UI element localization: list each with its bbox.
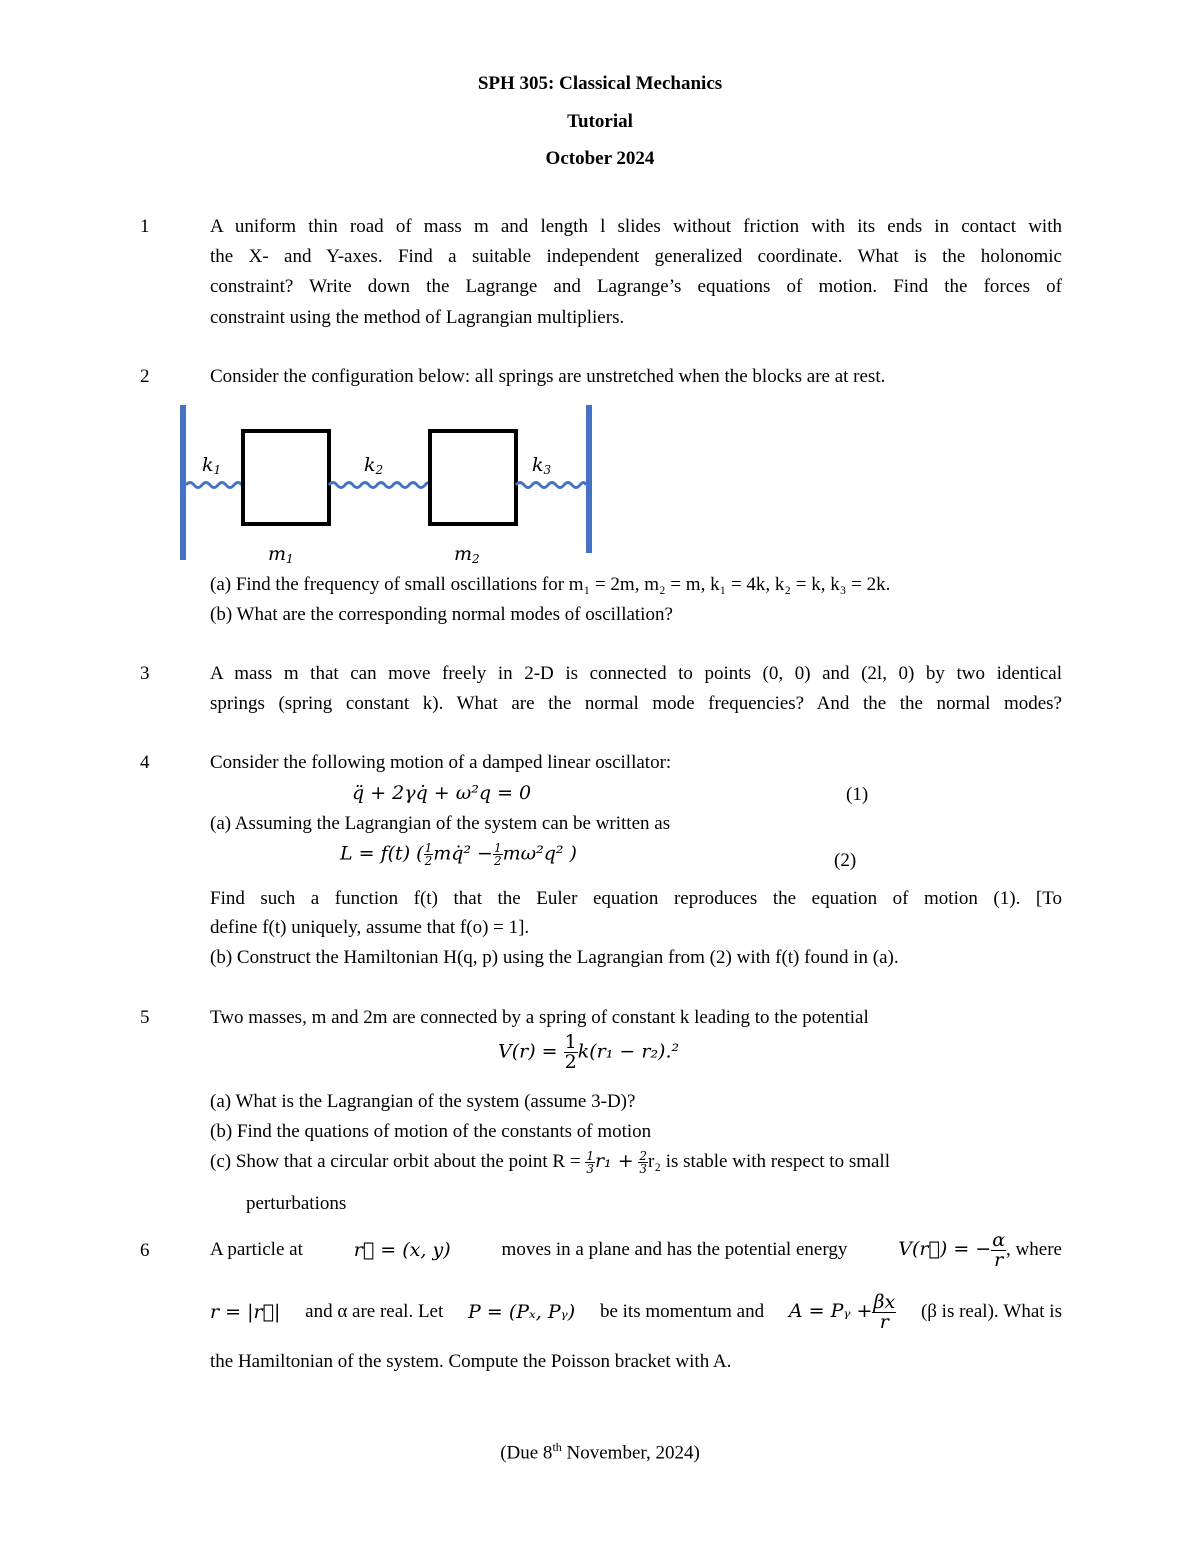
q4-line: Find such a function f(t) that the Euler equation reproduces the equation of motion (1). [To xyxy=(210,888,1062,909)
question-number: 5 xyxy=(140,1007,150,1028)
q6-line-2: r = |r⃗| and α are real. Let P = (Pₓ, Pᵧ) be its momentum and A = Pᵧ + $\frac{\beta x}{r}$ (β is real). What is xyxy=(210,1290,1062,1333)
q5-part-c-continued: perturbations xyxy=(246,1193,347,1214)
q4-equation-1: q̈ + 2γq̇ + ω²q = 0 xyxy=(352,782,532,804)
q4-part-a: (a) Assuming the Lagrangian of the system can be written as xyxy=(210,813,671,834)
label-m1: m1 xyxy=(268,543,294,566)
q3-line: A mass m that can move freely in 2-D is connected to points (0, 0) and (2l, 0) by two identical xyxy=(210,663,1062,684)
q1-line: the X- and Y-axes. Find a suitable independent generalized coordinate. What is the holonomic xyxy=(210,246,1062,267)
q2-part-b: (b) What are the corresponding normal modes of oscillation? xyxy=(210,604,673,625)
question-number: 3 xyxy=(140,663,150,684)
right-wall xyxy=(586,405,592,553)
block-m2 xyxy=(430,431,516,524)
q5-part-a: (a) What is the Lagrangian of the system (assume 3-D)? xyxy=(210,1091,636,1112)
q5-part-c: (c) Show that a circular orbit about the point R = $\frac{1}{3}$ r₁ + $\frac{2}{3}$ r₂ is stable with respect to small xyxy=(210,1149,890,1177)
q5-potential-equation: V(r) = $\frac{1}{2}$ k(r₁ − r₂).² xyxy=(498,1031,680,1073)
spring-k3 xyxy=(516,483,586,488)
question-number: 2 xyxy=(140,366,150,387)
doc-date: October 2024 xyxy=(545,148,655,169)
due-date: (Due 8th November, 2024) xyxy=(500,1440,700,1464)
q4-line: define f(t) uniquely, assume that f(o) = 1]. xyxy=(210,917,530,938)
question-number: 4 xyxy=(140,752,150,773)
q4-equation-2: L = f(t) ( $\frac{1}{2}$ mq̇² − $\frac{1}{2}$ mω²q² ) xyxy=(340,841,577,868)
q4-intro: Consider the following motion of a damped linear oscillator: xyxy=(210,752,672,773)
q1-line: A uniform thin road of mass m and length l slides without friction with its ends in contact with xyxy=(210,216,1062,237)
q3-line: springs (spring constant k). What are the normal mode frequencies? And the the normal modes? xyxy=(210,693,1062,714)
q5-part-b: (b) Find the quations of motion of the constants of motion xyxy=(210,1121,652,1142)
q6-line-3: the Hamiltonian of the system. Compute the Poisson bracket with A. xyxy=(210,1351,732,1372)
q6-line-1: A particle at r⃗ = (x, y) moves in a plane and has the potential energy V(r⃗) = − $\frac{\alpha}{r}$ , where xyxy=(210,1228,1062,1271)
spring-mass-figure xyxy=(170,400,610,575)
q2-part-a: (a) Find the frequency of small oscillations for m₁ = 2m, m₂ = m, k₁ = 4k, k₂ = k, k₃ = 2k. xyxy=(210,574,891,595)
block-m1 xyxy=(243,431,329,524)
q4-part-b: (b) Construct the Hamiltonian H(q, p) using the Lagrangian from (2) with f(t) found in (a). xyxy=(210,947,899,968)
q1-line: constraint using the method of Lagrangian multipliers. xyxy=(210,307,625,328)
doc-type: Tutorial xyxy=(567,111,633,132)
label-k1: k1 xyxy=(202,454,222,477)
label-k3: k3 xyxy=(532,454,552,477)
course-title: SPH 305: Classical Mechanics xyxy=(477,73,723,94)
left-wall xyxy=(180,405,186,560)
q4-equation-1-number: (1) xyxy=(846,784,869,805)
q1-line: constraint? Write down the Lagrange and Lagrange’s equations of motion. Find the forces of xyxy=(210,276,1062,297)
question-number: 1 xyxy=(140,216,150,237)
spring-k2 xyxy=(329,483,433,488)
label-k2: k2 xyxy=(364,454,384,477)
question-number: 6 xyxy=(140,1240,150,1261)
label-m2: m2 xyxy=(454,543,480,566)
q2-intro: Consider the configuration below: all springs are unstretched when the blocks are at rest. xyxy=(210,366,886,387)
q4-equation-2-number: (2) xyxy=(834,850,857,871)
q5-intro: Two masses, m and 2m are connected by a spring of constant k leading to the potential xyxy=(210,1007,869,1028)
